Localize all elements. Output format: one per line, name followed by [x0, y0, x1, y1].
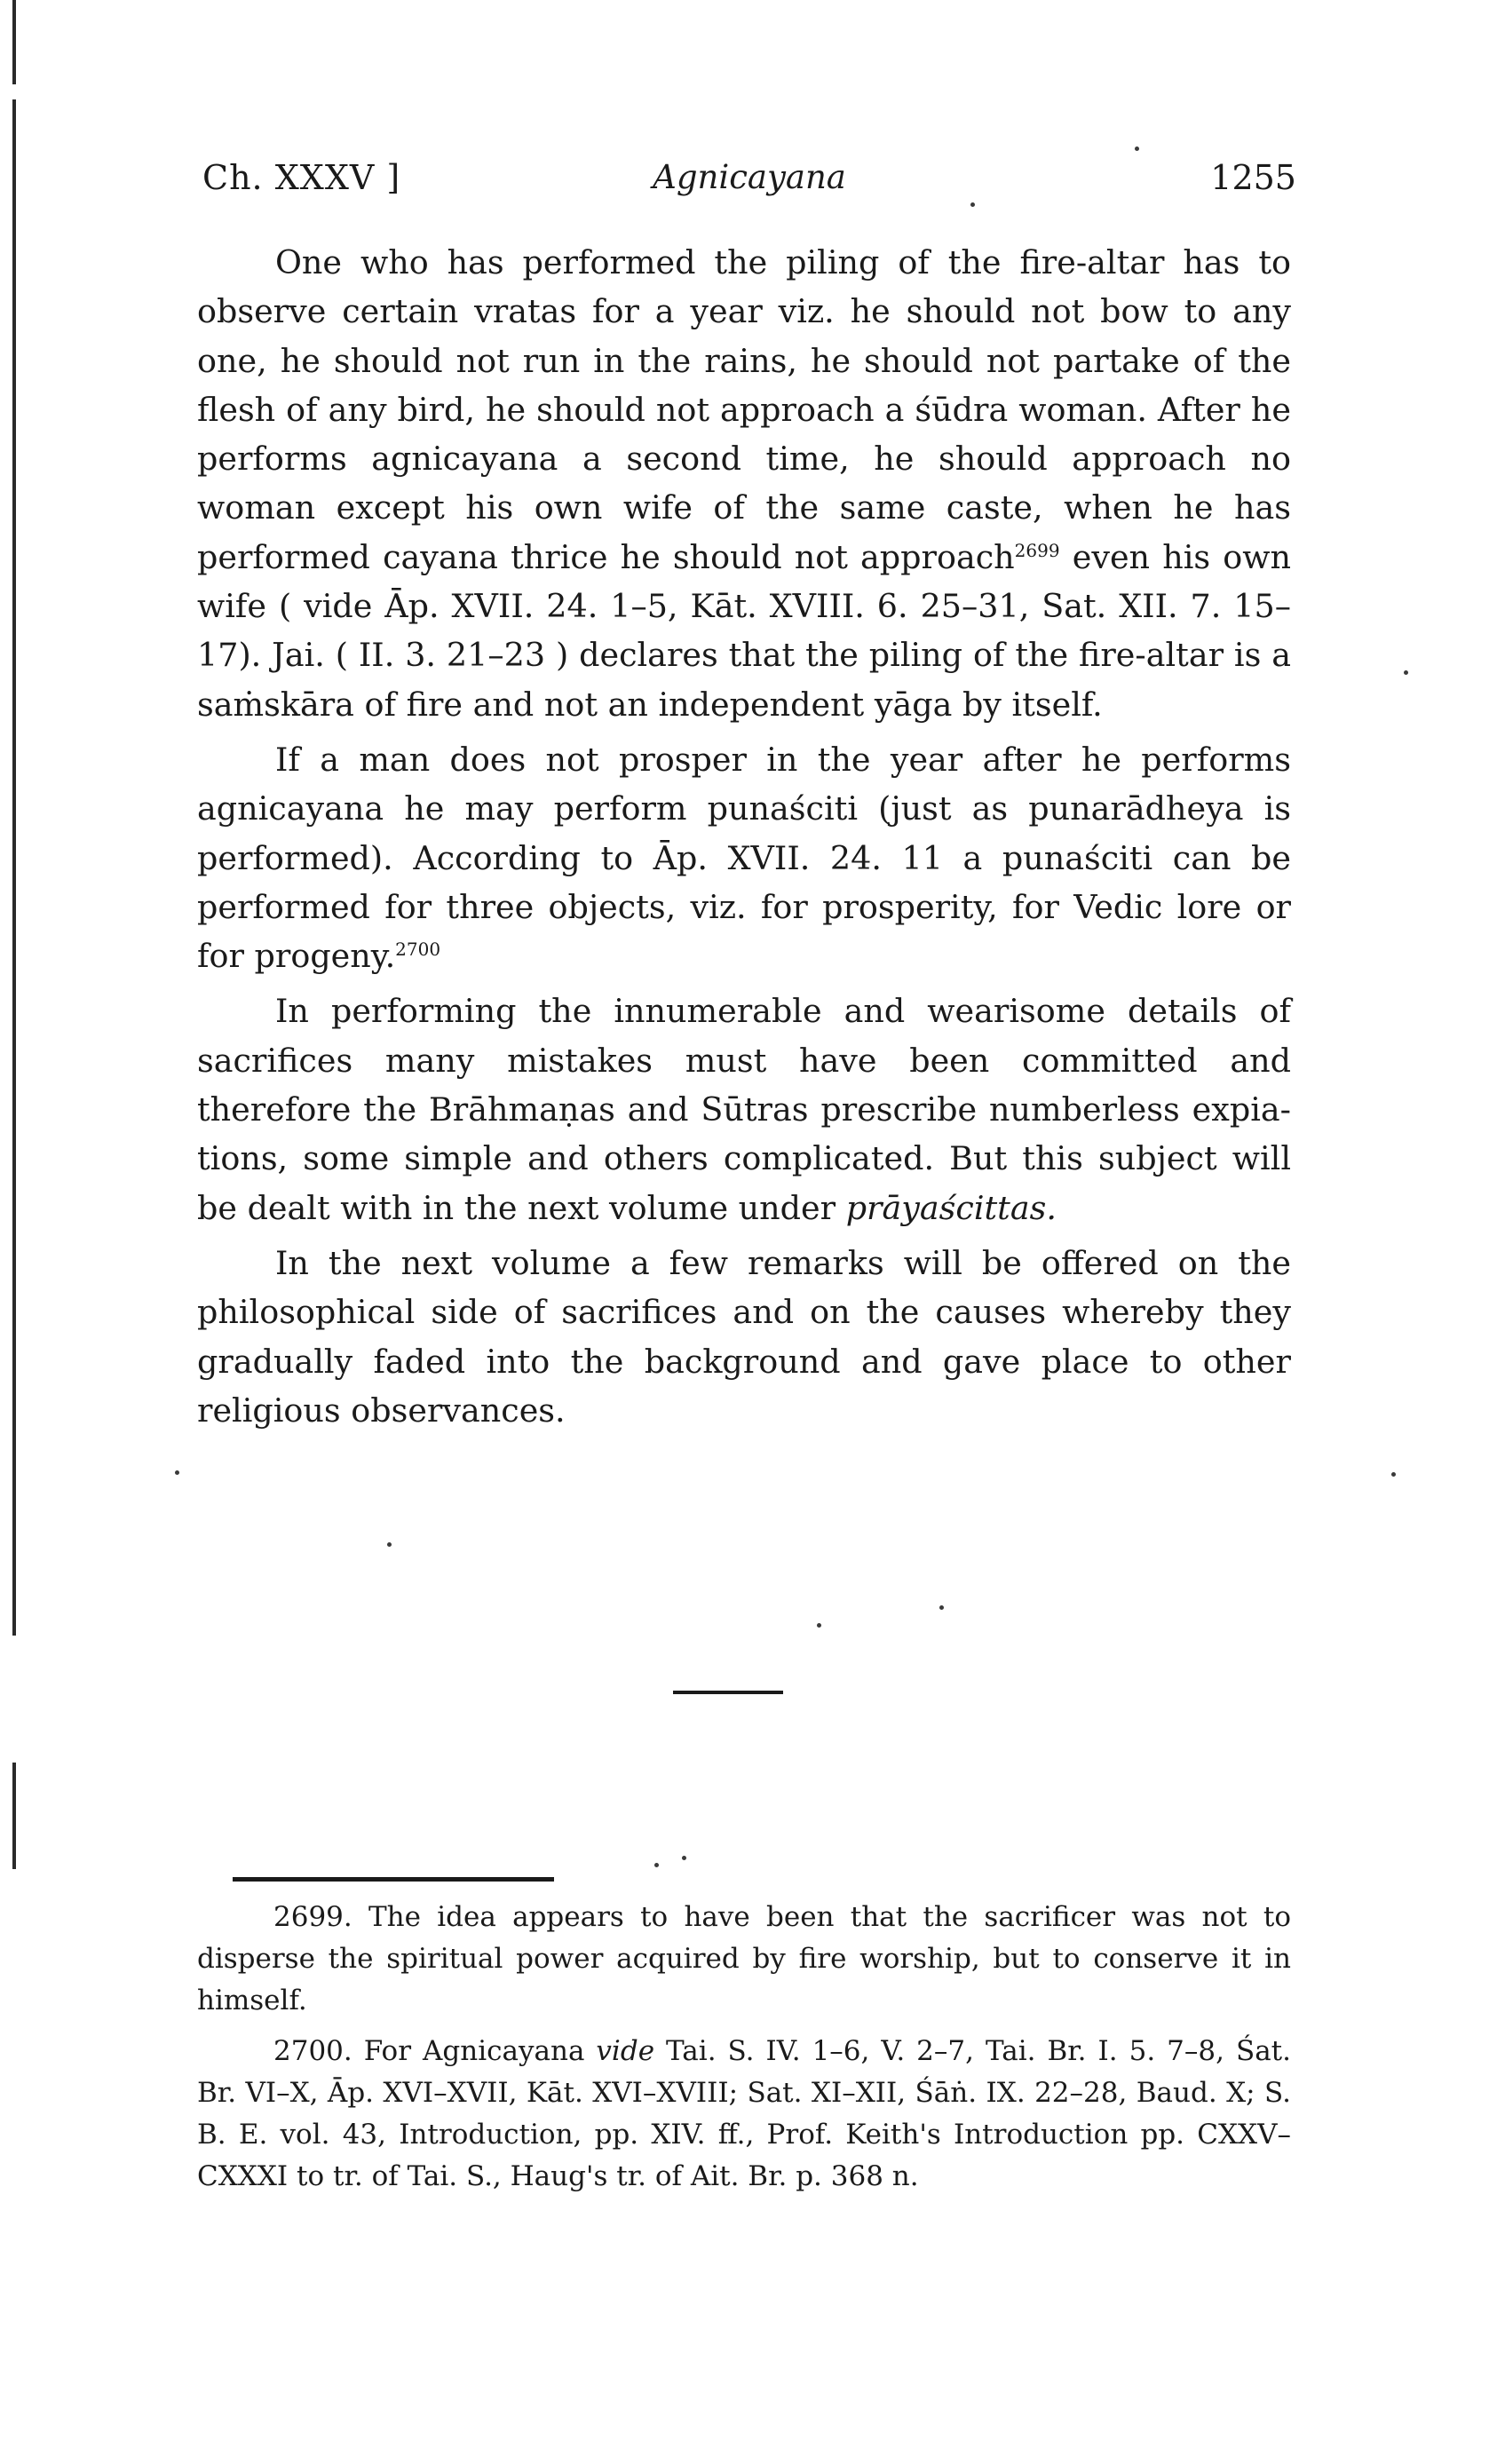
page-number: 1255	[1210, 158, 1296, 197]
main-text	[197, 238, 1291, 1441]
running-title: Agnicayana	[653, 158, 846, 196]
binding-mark-lower	[12, 1763, 16, 1869]
footnote-rule	[233, 1877, 554, 1882]
footnote-text: Tai. S. IV. 1–6, V. 2–7, Tai. Br. I. 5. 7–8, Śat. Br. VI–X, Āp. XVI–XVII, Kāt. XVI–XVIII; Sat. XI–XII, Śāṅ. IX. 22–28, Baud. X; S. B. E. vol. 43, Introduction, pp. XIV. ff., Prof. Keith's Introduction pp. CXXV–CXXXI to tr. of Tai. S., Haug's tr. of Ait. Br. p. 368 n.	[197, 2035, 1291, 2192]
scan-speck	[1404, 670, 1408, 675]
paragraph-text: even his own wife ( vide Āp. XVII. 24. 1–5, Kāt. XVIII. 6. 25–31, Sat. XII. 7. 15–17). Jai. ( II. 3. 21–23 ) declares that the piling of the fire-altar is a saṁskāra of fire and not an independent yāga by itself.	[197, 537, 1291, 724]
section-end-rule	[673, 1691, 783, 1694]
chapter-label: Ch. XXXV ]	[202, 158, 401, 197]
paragraph-next-volume	[197, 1239, 1291, 1435]
footnote-text: For Agnicayana	[352, 2035, 597, 2067]
scan-speck	[387, 1542, 392, 1547]
paragraph-text: One who has performed the piling of the fire-altar has to observe certain vratas for a year viz. he should not bow to any one, he should not run in the rains, he should not partake of the flesh of any bird, he should not approach a śūdra woman. After he performs agnicayana a second time, he should approach no woman except his own wife of the same caste, when he has performed cayana thrice he should not approach	[197, 243, 1291, 576]
binding-mark-middle	[12, 99, 16, 1636]
footnote-number: 2699.	[273, 1901, 352, 1933]
scan-speck	[1135, 147, 1139, 151]
italic-term: prāyaścittas.	[845, 1188, 1057, 1227]
scan-speck	[175, 1470, 179, 1475]
scan-speck	[817, 1623, 821, 1628]
scan-speck	[654, 1863, 659, 1867]
italic-term: vide	[596, 2035, 655, 2067]
footnote-ref-2700[interactable]: 2700	[395, 939, 441, 960]
footnote-2700	[197, 2031, 1291, 2198]
scan-speck	[682, 1856, 686, 1860]
paragraph-punasciti	[197, 735, 1291, 980]
footnote-text: The idea appears to have been that the sacrificer was not to disperse the spiritual power acquired by fire worship, but to conserve it in himself.	[197, 1901, 1291, 2016]
scan-speck	[970, 202, 975, 207]
paragraph-vratas	[197, 238, 1291, 729]
paragraph-text: If a man does not prosper in the year after he performs agnicayana he may perform punaściti (just as punarādheya is performed). According to Āp. XVII. 24. 11 a punaściti can be performed for three objects, viz. for prosperity, for Vedic lore or for progeny.	[197, 740, 1291, 976]
running-header	[202, 158, 1296, 211]
footnote-2699	[197, 1897, 1291, 2022]
scan-speck	[939, 1605, 944, 1610]
footnotes	[197, 1897, 1291, 2207]
footnote-number: 2700.	[273, 2035, 352, 2067]
scan-speck	[1391, 1472, 1396, 1477]
footnote-ref-2699[interactable]: 2699	[1014, 539, 1060, 561]
paragraph-text: In the next volume a few remarks will be offered on the philosophical side of sacrifices and on the causes whereby they gradually faded into the background and gave place to other religious observances.	[197, 1243, 1291, 1430]
paragraph-mistakes	[197, 986, 1291, 1232]
paragraph-text: In performing the innumerable and wearisome details of sacrifices many mistakes must have been committed and therefore the Brāhmaṇas and Sūtras prescribe numberless expiations, some simple and others complicated. But this subject will be dealt with in the next volume under	[197, 992, 1291, 1227]
binding-mark-top	[12, 0, 16, 84]
